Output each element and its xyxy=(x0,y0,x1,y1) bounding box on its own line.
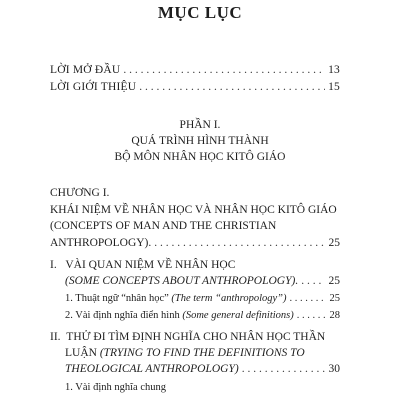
item-english: (The term “anthropology”) xyxy=(171,293,287,304)
dot-leader xyxy=(301,274,325,288)
section-2-heading[interactable] xyxy=(50,330,325,344)
toc-entry-preface[interactable] xyxy=(50,63,340,77)
item-english: (Some general definitions) xyxy=(182,310,294,321)
item-page: 25 xyxy=(329,293,340,304)
chapter-title[interactable]: KHÁI NIỆM VỀ NHÂN HỌC VÀ NHÂN HỌC KITÔ GIÁO xyxy=(50,204,337,216)
section-1-heading[interactable] xyxy=(50,258,235,272)
toc-entry-introduction[interactable] xyxy=(50,80,340,94)
dot-leader xyxy=(290,292,325,306)
part-title-line2: BỘ MÔN NHÂN HỌC KITÔ GIÁO xyxy=(114,151,286,163)
dot-leader xyxy=(123,63,325,77)
dot-leader xyxy=(154,236,325,250)
item-label: 1. Thuật ngữ “nhân học” xyxy=(65,293,169,304)
item-page: 28 xyxy=(329,310,340,321)
section-1-english-entry[interactable] xyxy=(65,274,340,288)
section-2-title-line2: LUẬN xyxy=(65,347,97,359)
toc-entry-page: 15 xyxy=(328,81,340,93)
chapter-number: CHƯƠNG I. xyxy=(50,187,110,199)
chapter-english-line2-entry[interactable] xyxy=(50,236,340,250)
section-1-title: VÀI QUAN NIỆM VỀ NHÂN HỌC xyxy=(65,259,236,271)
section-2-english-line1: (TRYING TO FIND THE DEFINITIONS TO xyxy=(99,347,305,359)
item-label: 2. Vài định nghĩa điển hình xyxy=(65,310,180,321)
section-1-item-2[interactable] xyxy=(65,309,340,323)
section-1-number: I. xyxy=(50,259,57,271)
section-2-title-line1: THỬ ĐI TÌM ĐỊNH NGHĨA CHO NHÂN HỌC THẦN xyxy=(66,331,326,343)
section-2-page: 30 xyxy=(328,363,340,375)
page-title: MỤC LỤC xyxy=(157,3,243,22)
section-2-english-entry[interactable] xyxy=(65,362,340,376)
dot-leader xyxy=(297,309,325,323)
section-2-english-line2: THEOLOGICAL ANTHROPOLOGY) xyxy=(65,363,239,375)
section-1-item-1[interactable] xyxy=(65,292,340,306)
section-1-page: 25 xyxy=(328,275,340,287)
toc-entry-page: 13 xyxy=(328,64,340,76)
section-2-number: II. xyxy=(50,331,61,343)
toc-entry-label: LỜI MỞ ĐẦU xyxy=(50,64,121,76)
chapter-english-line1: (CONCEPTS OF MAN AND THE CHRISTIAN xyxy=(50,220,277,232)
chapter-english-line2: ANTHROPOLOGY). xyxy=(50,237,152,249)
toc-entry-label: LỜI GIỚI THIỆU xyxy=(50,81,137,93)
dot-leader xyxy=(242,362,325,376)
chapter-page: 25 xyxy=(328,237,340,249)
section-2-line2 xyxy=(65,346,305,360)
section-1-english: (SOME CONCEPTS ABOUT ANTHROPOLOGY). xyxy=(65,275,299,287)
part-number: PHẦN I. xyxy=(179,119,221,131)
part-title-line1: QUÁ TRÌNH HÌNH THÀNH xyxy=(131,135,269,147)
section-2-item-1[interactable]: 1. Vài định nghĩa chung xyxy=(65,382,167,393)
dot-leader xyxy=(139,80,325,94)
